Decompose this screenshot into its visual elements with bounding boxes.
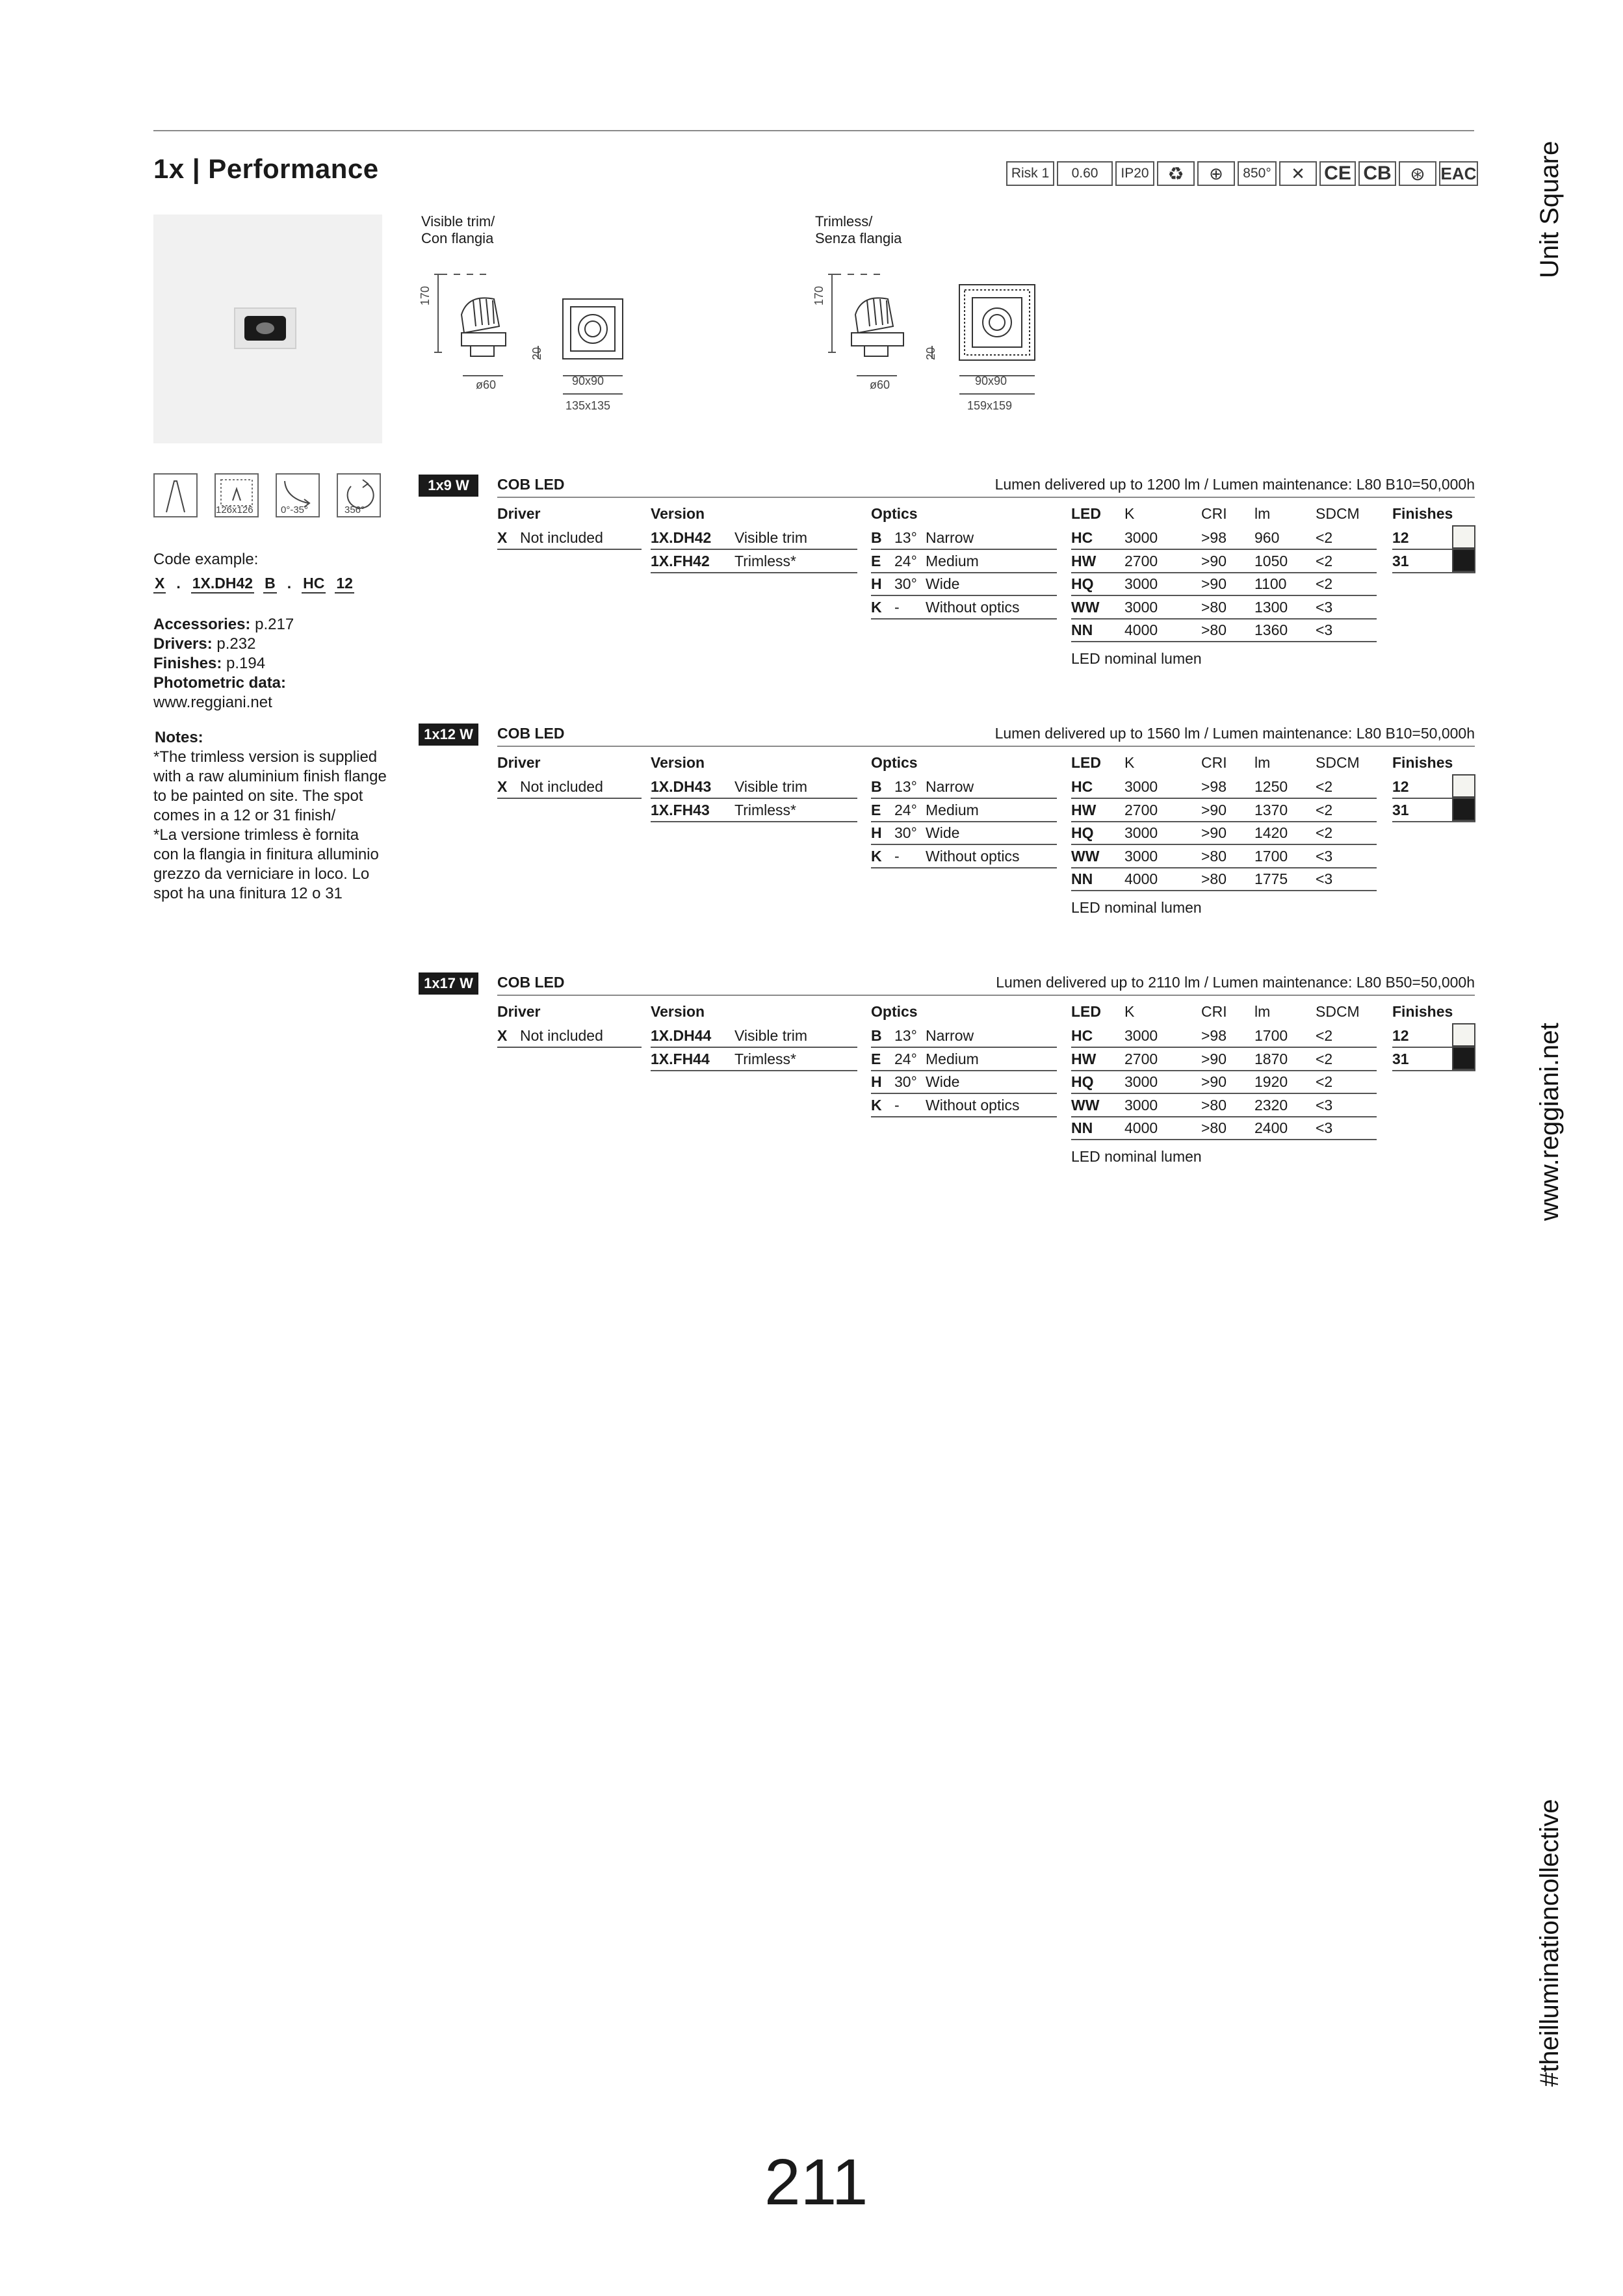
version-code: 1X.DH44	[651, 1027, 712, 1044]
col-optics: Optics	[871, 505, 918, 522]
code-example	[153, 575, 354, 594]
code-sep: .	[176, 575, 181, 592]
visible-outer-size-dim: 135x135	[565, 399, 611, 412]
driver-code: X	[497, 778, 508, 795]
row-rule	[1071, 844, 1377, 845]
led-code: WW	[1071, 847, 1100, 865]
led-sdcm: <2	[1316, 778, 1333, 795]
accessories-label: Accessories:	[153, 616, 251, 633]
led-type: COB LED	[497, 476, 565, 493]
col-led: LED	[1071, 754, 1101, 771]
finish-code: 12	[1392, 529, 1409, 546]
col-sdcm: SDCM	[1316, 754, 1360, 771]
trimless-height-dim: 170	[812, 285, 825, 306]
version-label: Visible trim	[734, 529, 808, 546]
optic-label: Without optics	[926, 1096, 1020, 1114]
led-code: HQ	[1071, 1073, 1094, 1090]
visible-height-dim: 170	[419, 285, 432, 306]
led-lm: 1300	[1254, 598, 1288, 616]
cb-mark: CB	[1358, 161, 1396, 186]
led-code: NN	[1071, 621, 1093, 638]
finish-code: 31	[1392, 1050, 1409, 1067]
finish-swatch	[1452, 549, 1475, 572]
row-rule	[1071, 1047, 1377, 1048]
optic-code: K	[871, 847, 882, 865]
row-rule	[497, 549, 642, 550]
side-hashtag: #theilluminationcollective	[1535, 1799, 1564, 2087]
optic-code: B	[871, 1027, 882, 1044]
col-cri: CRI	[1201, 1003, 1227, 1020]
version-label: Visible trim	[734, 778, 808, 795]
finish-code: 31	[1392, 801, 1409, 818]
temperature-badge: 850°	[1238, 161, 1277, 186]
optic-label: Wide	[926, 1073, 960, 1090]
trimless-outer-size-dim: 159x159	[967, 399, 1013, 412]
led-code: HW	[1071, 552, 1097, 569]
led-lm: 1775	[1254, 870, 1288, 887]
led-note: LED nominal lumen	[1071, 1147, 1202, 1165]
rotation-label: 356°	[344, 504, 365, 515]
led-sdcm: <3	[1316, 1096, 1333, 1114]
driver-code: X	[497, 1027, 508, 1044]
row-rule	[871, 1093, 1057, 1094]
power-badge: 1x17 W	[419, 972, 478, 995]
led-cri: >98	[1201, 778, 1227, 795]
optic-angle: 13°	[894, 778, 917, 795]
row-rule	[871, 867, 1057, 868]
version-code: 1X.DH42	[651, 529, 712, 546]
optic-code: E	[871, 552, 881, 569]
optic-code: B	[871, 529, 882, 546]
led-lm: 1420	[1254, 824, 1288, 841]
lumen-info: Lumen delivered up to 1200 lm / Lumen maintenance: L80 B10=50,000h	[994, 476, 1475, 493]
led-lm: 2400	[1254, 1119, 1288, 1136]
finish-swatch	[1452, 1047, 1475, 1070]
optic-angle: 13°	[894, 529, 917, 546]
lumen-info: Lumen delivered up to 2110 lm / Lumen maintenance: L80 B50=50,000h	[996, 974, 1475, 991]
recycle-icon: ♻	[1157, 161, 1195, 186]
col-version: Version	[651, 505, 705, 522]
row-rule	[1071, 890, 1377, 891]
led-sdcm: <3	[1316, 870, 1333, 887]
optic-label: Medium	[926, 552, 979, 569]
led-cri: >90	[1201, 1050, 1227, 1067]
optic-label: Without optics	[926, 598, 1020, 616]
version-code: 1X.DH43	[651, 778, 712, 795]
notes-text: *The trimless version is supplied with a raw aluminium finish flange to be painted on site. The spot comes in a 12 or 31 finish/ *La versione trimless è fornita con la flangia in finitura alluminio grezzo da verniciare in loco. Lo spot ha una finitura 12 o 31	[153, 748, 387, 902]
led-note: LED nominal lumen	[1071, 649, 1202, 667]
optic-label: Medium	[926, 1050, 979, 1067]
notes-label: Notes:	[155, 729, 203, 746]
col-led: LED	[1071, 1003, 1101, 1020]
power-badge: 1x9 W	[419, 475, 478, 497]
led-code: HC	[1071, 529, 1093, 546]
optic-code: E	[871, 801, 881, 818]
optic-code: K	[871, 598, 882, 616]
led-lm: 1250	[1254, 778, 1288, 795]
optic-label: Narrow	[926, 1027, 974, 1044]
section-rule	[497, 497, 1475, 498]
led-cri: >90	[1201, 1073, 1227, 1090]
trimless-label: Trimless/ Senza flangia	[815, 213, 902, 246]
col-driver: Driver	[497, 1003, 541, 1020]
led-k: 3000	[1124, 1073, 1158, 1090]
row-rule	[1071, 867, 1377, 868]
photometric-label: Photometric data:	[153, 674, 287, 692]
version-code: 1X.FH42	[651, 552, 710, 569]
led-sdcm: <3	[1316, 847, 1333, 865]
led-sdcm: <2	[1316, 1027, 1333, 1044]
version-label: Trimless*	[734, 552, 796, 569]
led-sdcm: <2	[1316, 1050, 1333, 1067]
finish-swatch	[1452, 525, 1475, 549]
row-rule	[651, 1070, 857, 1071]
led-sdcm: <2	[1316, 552, 1333, 569]
row-rule	[651, 798, 857, 799]
code-part: 12	[335, 575, 354, 594]
row-rule	[497, 798, 642, 799]
row-rule	[871, 618, 1057, 620]
side-title: Unit Square	[1535, 140, 1564, 278]
row-rule	[1071, 798, 1377, 799]
led-lm: 1700	[1254, 1027, 1288, 1044]
ip-badge: IP20	[1115, 161, 1154, 186]
col-driver: Driver	[497, 754, 541, 771]
row-rule	[651, 572, 857, 573]
finish-swatch	[1452, 798, 1475, 821]
led-code: WW	[1071, 1096, 1100, 1114]
page-title: 1x | Performance	[153, 153, 379, 184]
led-code: HW	[1071, 801, 1097, 818]
optic-label: Medium	[926, 801, 979, 818]
led-lm: 1870	[1254, 1050, 1288, 1067]
optic-code: K	[871, 1096, 882, 1114]
code-example-label: Code example:	[153, 551, 259, 568]
led-cri: >80	[1201, 847, 1227, 865]
led-lm: 1360	[1254, 621, 1288, 638]
col-driver: Driver	[497, 505, 541, 522]
row-rule	[871, 549, 1057, 550]
top-rule	[153, 130, 1474, 131]
led-code: HC	[1071, 1027, 1093, 1044]
visible-depth-dim: 20	[530, 346, 543, 360]
led-cri: >80	[1201, 1096, 1227, 1114]
led-k: 3000	[1124, 598, 1158, 616]
row-rule	[871, 1116, 1057, 1117]
row-rule	[1392, 821, 1475, 822]
col-version: Version	[651, 754, 705, 771]
code-part: HC	[302, 575, 326, 594]
row-rule	[1071, 1116, 1377, 1117]
led-cri: >98	[1201, 1027, 1227, 1044]
no-insulation-icon: ✕	[1279, 161, 1317, 186]
lumen-info: Lumen delivered up to 1560 lm / Lumen maintenance: L80 B10=50,000h	[994, 725, 1475, 742]
col-k: K	[1124, 754, 1135, 771]
col-lm: lm	[1254, 505, 1271, 522]
finish-swatch	[1452, 774, 1475, 798]
col-optics: Optics	[871, 754, 918, 771]
led-code: HQ	[1071, 824, 1094, 841]
row-rule	[1071, 1139, 1377, 1140]
col-version: Version	[651, 1003, 705, 1020]
side-website: www.reggiani.net	[1535, 1023, 1564, 1221]
col-sdcm: SDCM	[1316, 1003, 1360, 1020]
col-cri: CRI	[1201, 754, 1227, 771]
row-rule	[1392, 1070, 1475, 1071]
led-sdcm: <2	[1316, 529, 1333, 546]
optic-code: E	[871, 1050, 881, 1067]
led-code: NN	[1071, 870, 1093, 887]
finish-swatch	[1452, 1023, 1475, 1047]
led-k: 3000	[1124, 1027, 1158, 1044]
col-optics: Optics	[871, 1003, 918, 1020]
col-k: K	[1124, 505, 1135, 522]
trimless-diameter-dim: ø60	[870, 378, 890, 391]
led-k: 2700	[1124, 801, 1158, 818]
row-rule	[871, 1070, 1057, 1071]
row-rule	[1071, 618, 1377, 620]
led-sdcm: <2	[1316, 824, 1333, 841]
optic-angle: 30°	[894, 824, 917, 841]
finishes-label: Finishes:	[153, 655, 222, 672]
led-k: 2700	[1124, 552, 1158, 569]
weight-badge: 0.60	[1057, 161, 1113, 186]
led-k: 3000	[1124, 529, 1158, 546]
trimless-inner-size-dim: 90x90	[975, 374, 1007, 387]
row-rule	[1071, 595, 1377, 596]
certification-icons	[1006, 161, 1478, 186]
optic-code: H	[871, 824, 882, 841]
finish-code: 12	[1392, 1027, 1409, 1044]
trimless-depth-dim: 20	[924, 346, 937, 360]
col-finishes: Finishes	[1392, 1003, 1453, 1020]
led-cri: >90	[1201, 801, 1227, 818]
led-lm: 1050	[1254, 552, 1288, 569]
optic-angle: -	[894, 1096, 900, 1114]
led-k: 3000	[1124, 575, 1158, 592]
version-label: Visible trim	[734, 1027, 808, 1044]
optic-angle: 24°	[894, 1050, 917, 1067]
row-rule	[651, 821, 857, 822]
cutout-label: 126x126	[216, 504, 253, 515]
led-cri: >98	[1201, 529, 1227, 546]
led-lm: 1700	[1254, 847, 1288, 865]
visible-diameter-dim: ø60	[476, 378, 497, 391]
finish-code: 12	[1392, 778, 1409, 795]
optic-angle: 30°	[894, 575, 917, 592]
code-part: X	[153, 575, 166, 594]
led-cri: >90	[1201, 552, 1227, 569]
row-rule	[871, 572, 1057, 573]
led-k: 4000	[1124, 1119, 1158, 1136]
led-cri: >80	[1201, 621, 1227, 638]
optic-label: Narrow	[926, 778, 974, 795]
row-rule	[1071, 549, 1377, 550]
optic-angle: -	[894, 847, 900, 865]
visible-inner-size-dim: 90x90	[572, 374, 604, 387]
led-code: HW	[1071, 1050, 1097, 1067]
drivers-page: p.232	[216, 635, 256, 653]
class-icon: ⊕	[1197, 161, 1235, 186]
row-rule	[871, 1047, 1057, 1048]
beam-icon	[153, 473, 198, 517]
led-lm: 1100	[1254, 575, 1287, 592]
driver-label: Not included	[520, 1027, 603, 1044]
driver-label: Not included	[520, 529, 603, 546]
led-lm: 960	[1254, 529, 1280, 546]
led-cri: >80	[1201, 598, 1227, 616]
driver-label: Not included	[520, 778, 603, 795]
led-sdcm: <2	[1316, 801, 1333, 818]
optic-label: Wide	[926, 824, 960, 841]
risk-badge: Risk 1	[1006, 161, 1054, 186]
code-part: 1X.DH42	[191, 575, 254, 594]
col-lm: lm	[1254, 754, 1271, 771]
accessories-page: p.217	[255, 616, 294, 633]
row-rule	[1071, 1093, 1377, 1094]
finishes-page: p.194	[226, 655, 266, 672]
led-k: 3000	[1124, 778, 1158, 795]
col-k: K	[1124, 1003, 1135, 1020]
product-led	[256, 322, 274, 334]
section-rule	[497, 995, 1475, 996]
col-sdcm: SDCM	[1316, 505, 1360, 522]
led-k: 4000	[1124, 621, 1158, 638]
optic-angle: -	[894, 598, 900, 616]
led-cri: >90	[1201, 575, 1227, 592]
led-cri: >90	[1201, 824, 1227, 841]
row-rule	[871, 844, 1057, 845]
row-rule	[1392, 572, 1475, 573]
visible-trim-label: Visible trim/ Con flangia	[421, 213, 495, 246]
version-code: 1X.FH44	[651, 1050, 710, 1067]
col-cri: CRI	[1201, 505, 1227, 522]
led-type: COB LED	[497, 974, 565, 991]
section-rule	[497, 746, 1475, 747]
optic-label: Narrow	[926, 529, 974, 546]
led-k: 4000	[1124, 870, 1158, 887]
row-rule	[651, 549, 857, 550]
row-rule	[1071, 641, 1377, 642]
photometric-link[interactable]: www.reggiani.net	[153, 694, 272, 711]
optic-code: H	[871, 575, 882, 592]
ce-mark: CE	[1319, 161, 1356, 186]
code-part: B	[263, 575, 277, 594]
eac-mark: EAC	[1439, 161, 1478, 186]
power-badge: 1x12 W	[419, 724, 478, 746]
optic-label: Wide	[926, 575, 960, 592]
led-cri: >80	[1201, 870, 1227, 887]
col-finishes: Finishes	[1392, 754, 1453, 771]
visible-trim-drawing	[421, 268, 642, 419]
led-sdcm: <2	[1316, 1073, 1333, 1090]
finish-code: 31	[1392, 552, 1409, 569]
version-label: Trimless*	[734, 1050, 796, 1067]
optic-angle: 30°	[894, 1073, 917, 1090]
row-rule	[1071, 1070, 1377, 1071]
led-code: HC	[1071, 778, 1093, 795]
col-finishes: Finishes	[1392, 505, 1453, 522]
version-label: Trimless*	[734, 801, 796, 818]
led-k: 3000	[1124, 824, 1158, 841]
led-code: HQ	[1071, 575, 1094, 592]
led-cri: >80	[1201, 1119, 1227, 1136]
led-lm: 2320	[1254, 1096, 1288, 1114]
row-rule	[871, 595, 1057, 596]
row-rule	[871, 821, 1057, 822]
led-sdcm: <3	[1316, 598, 1333, 616]
drivers-label: Drivers:	[153, 635, 213, 653]
optic-code: B	[871, 778, 882, 795]
optic-code: H	[871, 1073, 882, 1090]
row-rule	[1071, 572, 1377, 573]
led-code: NN	[1071, 1119, 1093, 1136]
code-sep: .	[287, 575, 292, 592]
col-led: LED	[1071, 505, 1101, 522]
led-lm: 1920	[1254, 1073, 1288, 1090]
led-sdcm: <3	[1316, 1119, 1333, 1136]
references	[153, 615, 294, 712]
row-rule	[497, 1047, 642, 1048]
row-rule	[651, 1047, 857, 1048]
led-type: COB LED	[497, 725, 565, 742]
ccc-mark: ⊛	[1399, 161, 1436, 186]
led-lm: 1370	[1254, 801, 1288, 818]
page-number: 211	[764, 2146, 868, 2219]
led-k: 3000	[1124, 847, 1158, 865]
led-note: LED nominal lumen	[1071, 898, 1202, 916]
version-code: 1X.FH43	[651, 801, 710, 818]
tilt-label: 0°-35°	[281, 504, 309, 515]
led-code: WW	[1071, 598, 1100, 616]
row-rule	[871, 798, 1057, 799]
led-sdcm: <3	[1316, 621, 1333, 638]
led-k: 2700	[1124, 1050, 1158, 1067]
row-rule	[1071, 821, 1377, 822]
optic-angle: 24°	[894, 552, 917, 569]
optic-angle: 24°	[894, 801, 917, 818]
optic-angle: 13°	[894, 1027, 917, 1044]
led-k: 3000	[1124, 1096, 1158, 1114]
col-lm: lm	[1254, 1003, 1271, 1020]
trimless-drawing	[815, 268, 1036, 419]
driver-code: X	[497, 529, 508, 546]
led-sdcm: <2	[1316, 575, 1333, 592]
optic-label: Without optics	[926, 847, 1020, 865]
